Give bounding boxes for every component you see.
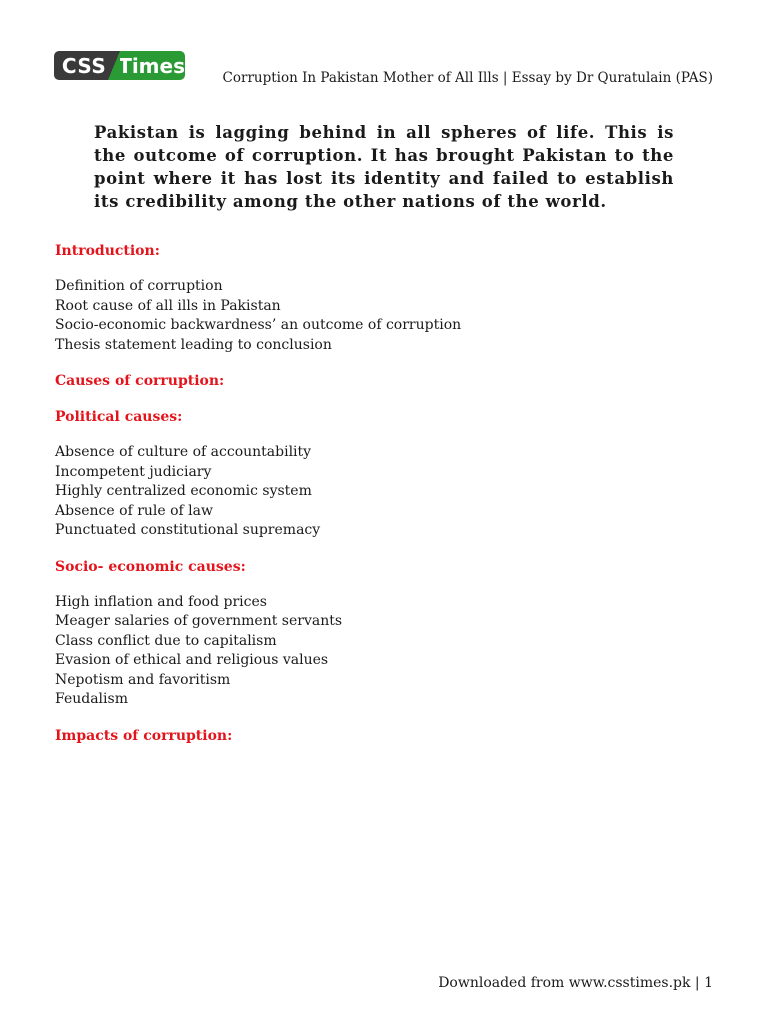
list-item: Root cause of all ills in Pakistan [55,297,281,314]
lead-paragraph: Pakistan is lagging behind in all spheres of life. This is the outcome of corruption. It has brought Pakistan to the point where it has lost its identity and failed to establish its credibility among the other nations of the world. [94,123,674,211]
socio-economic-causes-list [55,593,715,710]
list-item: Absence of culture of accountability [55,444,312,460]
logo-times-text: Times [114,51,185,80]
list-item: Feudalism [55,691,128,707]
political-causes-list [55,443,715,541]
introduction-list [55,277,715,355]
list-item: Absence of rule of law [55,502,213,519]
logo-css-text: CSS [54,51,114,80]
section-heading-impacts: Impacts of corruption: [55,727,233,744]
list-item: High inflation and food prices [55,593,267,610]
section-heading-political-causes: Political causes: [55,409,183,425]
list-item: Socio-economic backwardness’ an outcome of corruption [55,317,462,333]
list-item: Nepotism and favoritism [55,671,231,688]
section-heading-introduction: Introduction: [55,243,160,259]
section-heading-causes: Causes of corruption: [55,373,225,389]
list-item: Highly centralized economic system [55,483,312,499]
outline-content [55,241,715,762]
footer-download-note: Downloaded from www.csstimes.pk | 1 [438,975,713,991]
list-item: Thesis statement leading to conclusion [55,336,332,353]
list-item: Punctuated constitutional supremacy [55,522,321,538]
document-header-title: Corruption In Pakistan Mother of All Ills | Essay by Dr Quratulain (PAS) [222,70,713,86]
list-item: Class conflict due to capitalism [55,632,277,649]
list-item: Definition of corruption [55,278,223,294]
csstimes-logo [54,51,185,80]
list-item: Evasion of ethical and religious values [55,652,329,668]
list-item: Meager salaries of government servants [55,613,343,629]
section-heading-socio-economic-causes: Socio- economic causes: [55,558,246,575]
list-item: Incompetent judiciary [55,463,212,480]
